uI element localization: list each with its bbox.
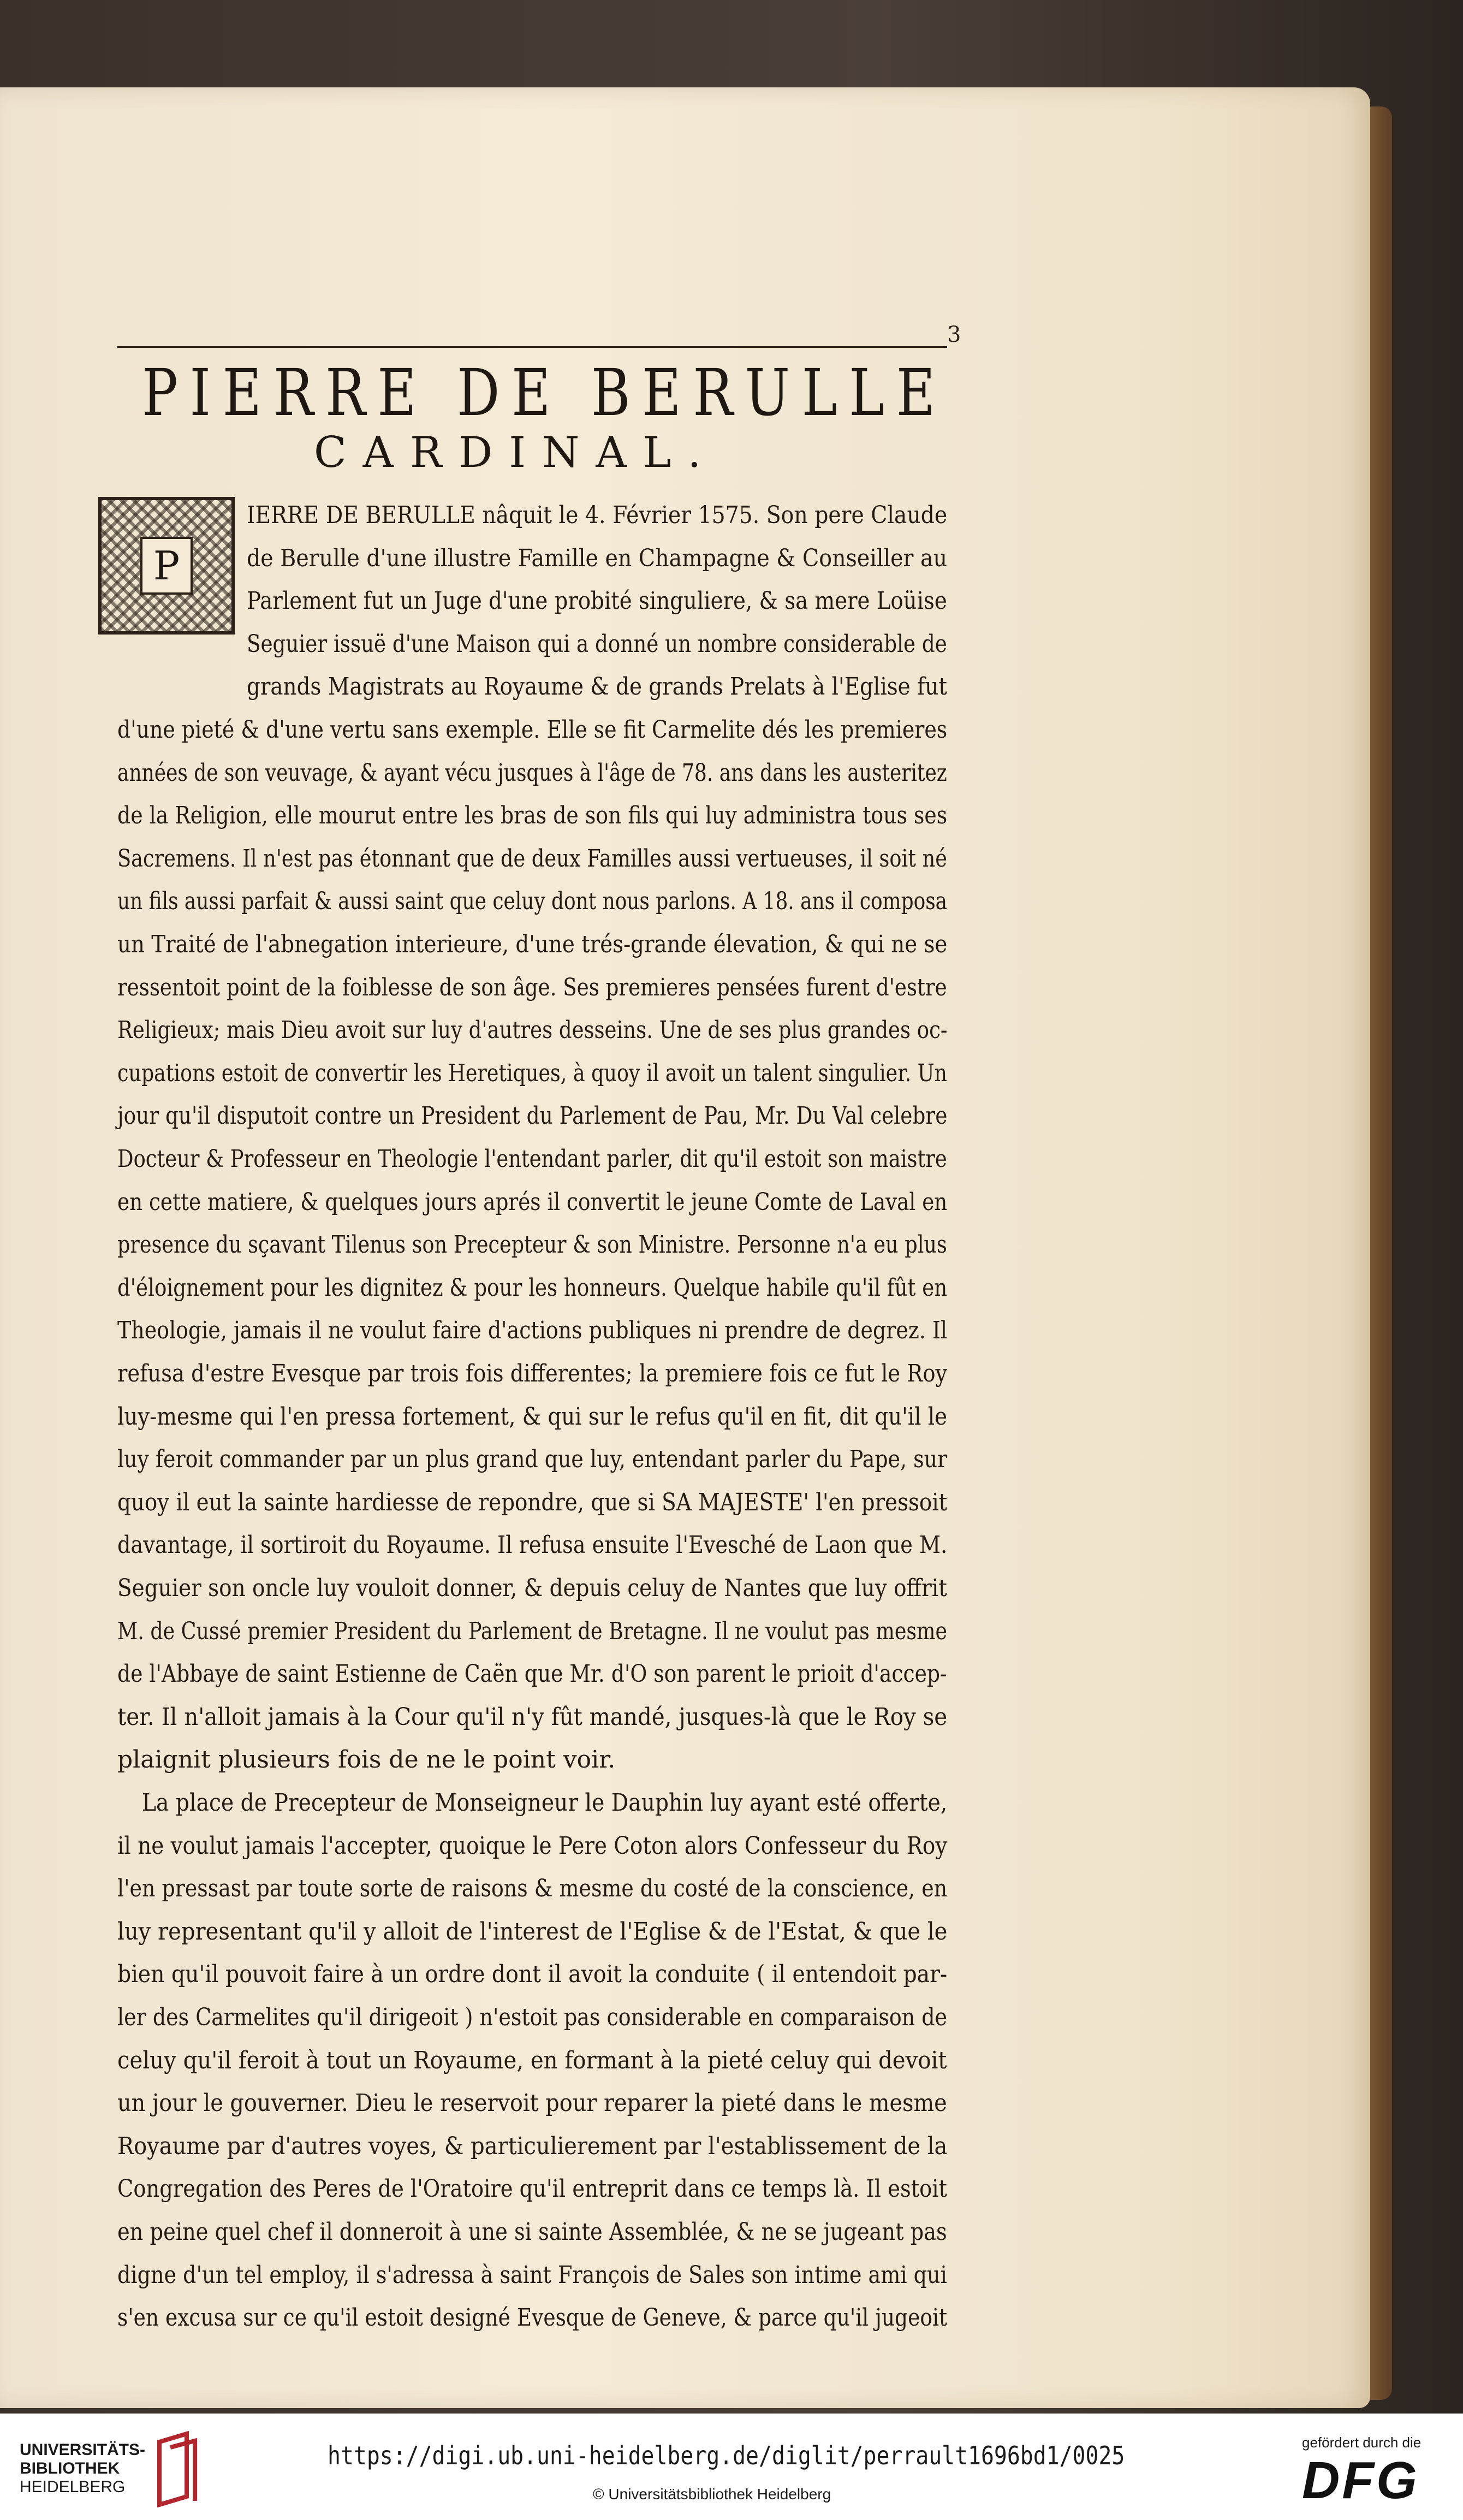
text-line: Congregation des Peres de l'Oratoire qu'il entreprit dans ce temps là. Il estoit xyxy=(117,2175,947,2203)
text-line: en cette matiere, & quelques jours aprés il convertit le jeune Comte de Laval en xyxy=(117,1188,948,1216)
funder-logo[interactable]: DFG xyxy=(1302,2451,1419,2510)
funder-caption: gefördert durch die xyxy=(1302,2434,1422,2451)
text-line: de l'Abbaye de saint Estienne de Caën que Mr. d'O son parent le prioit d'accep- xyxy=(117,1660,947,1688)
text-line: luy representant qu'il y alloit de l'interest de l'Eglise & de l'Estat, & que le xyxy=(117,1917,948,1946)
text-line: refusa d'estre Evesque par trois fois differentes; la premiere fois ce fut le Roy xyxy=(117,1360,948,1388)
text-line: ler des Carmelites qu'il dirigeoit ) n'estoit pas considerable en comparaison de xyxy=(117,2003,948,2031)
library-line-2: BIBLIOTHEK xyxy=(20,2459,120,2477)
library-line-1: UNIVERSITÄTS- xyxy=(20,2441,146,2459)
text-line: plaignit plusieurs fois de ne le point voir. xyxy=(117,1746,616,1774)
page-number: 3 xyxy=(947,322,961,347)
text-line: IERRE DE BERULLE nâquit le 4. Février 1575. Son pere Claude xyxy=(247,501,948,529)
text-line: ter. Il n'alloit jamais à la Cour qu'il n'y fût mandé, jusques-là que le Roy se xyxy=(117,1703,948,1731)
text-line: Sacremens. Il n'est pas étonnant que de deux Familles aussi vertueuses, il soit né xyxy=(117,844,947,873)
text-line: il ne voulut jamais l'accepter, quoique le Pere Coton alors Confesseur du Roy xyxy=(117,1831,948,1860)
text-line: un Traité de l'abnegation interieure, d'une trés-grande élevation, & qui ne se xyxy=(117,930,948,958)
text-line: celuy qu'il feroit à tout un Royaume, en formant à la pieté celuy qui devoit xyxy=(117,2046,947,2074)
text-line: jour qu'il disputoit contre un President du Parlement de Pau, Mr. Du Val celebre xyxy=(117,1102,948,1130)
copyright-notice: © Universitätsbibliothek Heidelberg xyxy=(593,2486,831,2503)
text-line: La place de Precepteur de Monseigneur le Dauphin luy ayant esté offerte, xyxy=(142,1789,948,1817)
text-line: en peine quel chef il donneroit à une si sainte Assemblée, & ne se jugeant pas xyxy=(117,2218,947,2246)
library-logo-text[interactable] xyxy=(20,2441,145,2497)
text-line: de la Religion, elle mourut entre les bras de son fils qui luy administra tous ses xyxy=(117,802,948,830)
text-line: Theologie, jamais il ne voulut faire d'actions publiques ni prendre de degrez. Il xyxy=(117,1317,948,1345)
text-line: cupations estoit de convertir les Heretiques, à quoy il avoit un talent singulier. Un xyxy=(117,1059,947,1087)
text-line: davantage, il sortiroit du Royaume. Il refusa ensuite l'Evesché de Laon que M. xyxy=(117,1531,948,1560)
drop-cap-letter: P xyxy=(140,537,193,595)
text-line: Seguier son oncle luy vouloit donner, & depuis celuy de Nantes que luy offrit xyxy=(117,1574,947,1602)
text-line: de Berulle d'une illustre Famille en Champagne & Conseiller au xyxy=(247,544,948,572)
text-line: Religieux; mais Dieu avoit sur luy d'autres desseins. Une de ses plus grandes oc- xyxy=(117,1016,948,1045)
document-url-link[interactable]: https://digi.ub.uni-heidelberg.de/diglit/perrault1696bd1/0025 xyxy=(328,2441,1125,2470)
text-line: digne d'un tel employ, il s'adressa à saint François de Sales son intime ami qui xyxy=(117,2261,947,2289)
text-line: l'en pressast par toute sorte de raisons & mesme du costé de la conscience, en xyxy=(117,1875,948,1903)
text-line: un jour le gouverner. Dieu le reservoit pour reparer la pieté dans le mesme xyxy=(117,2089,947,2118)
page-subtitle: CARDINAL. xyxy=(314,428,718,477)
text-line: Parlement fut un Juge d'une probité singuliere, & sa mere Loüise xyxy=(247,587,947,615)
page-title: PIERRE DE BERULLE xyxy=(142,355,947,430)
text-line: bien qu'il pouvoit faire à un ordre dont il avoit la conduite ( il entendoit par- xyxy=(117,1960,948,1989)
text-line: Royaume par d'autres voyes, & particulierement par l'establissement de la xyxy=(117,2132,948,2160)
text-line: s'en excusa sur ce qu'il estoit designé Evesque de Geneve, & parce qu'il jugeoit xyxy=(117,2304,948,2332)
text-line: presence du sçavant Tilenus son Precepteur & son Ministre. Personne n'a eu plus xyxy=(117,1231,947,1259)
drop-cap-ornament xyxy=(98,497,235,635)
header-rule xyxy=(117,346,947,348)
text-line: M. de Cussé premier President du Parlement de Bretagne. Il ne voulut pas mesme xyxy=(117,1617,947,1645)
text-line: années de son veuvage, & ayant vécu jusques à l'âge de 78. ans dans les austeritez xyxy=(117,758,947,787)
library-logo-icon xyxy=(148,2431,203,2507)
library-line-3: HEIDELBERG xyxy=(20,2478,126,2496)
text-line: quoy il eut la sainte hardiesse de repondre, que si SA MAJESTE' l'en pressoit xyxy=(117,1488,948,1516)
text-line: Seguier issuë d'une Maison qui a donné un nombre considerable de xyxy=(247,630,947,658)
text-line: ressentoit point de la foiblesse de son âge. Ses premieres pensées furent d'estre xyxy=(117,973,947,1001)
text-line: d'une pieté & d'une vertu sans exemple. Elle se fit Carmelite dés les premieres xyxy=(117,716,948,744)
text-line: luy feroit commander par un plus grand que luy, entendant parler du Pape, sur xyxy=(117,1445,948,1474)
text-line: un fils aussi parfait & aussi saint que celuy dont nous parlons. A 18. ans il composa xyxy=(117,887,948,916)
text-line: d'éloignement pour les dignitez & pour les honneurs. Quelque habile qu'il fût en xyxy=(117,1273,948,1302)
text-line: Docteur & Professeur en Theologie l'entendant parler, dit qu'il estoit son maistre xyxy=(117,1145,947,1173)
text-line: grands Magistrats au Royaume & de grands Prelats à l'Eglise fut xyxy=(247,673,947,701)
text-line: luy-mesme qui l'en pressa fortement, & qui sur le refus qu'il en fit, dit qu'il le xyxy=(117,1402,948,1431)
